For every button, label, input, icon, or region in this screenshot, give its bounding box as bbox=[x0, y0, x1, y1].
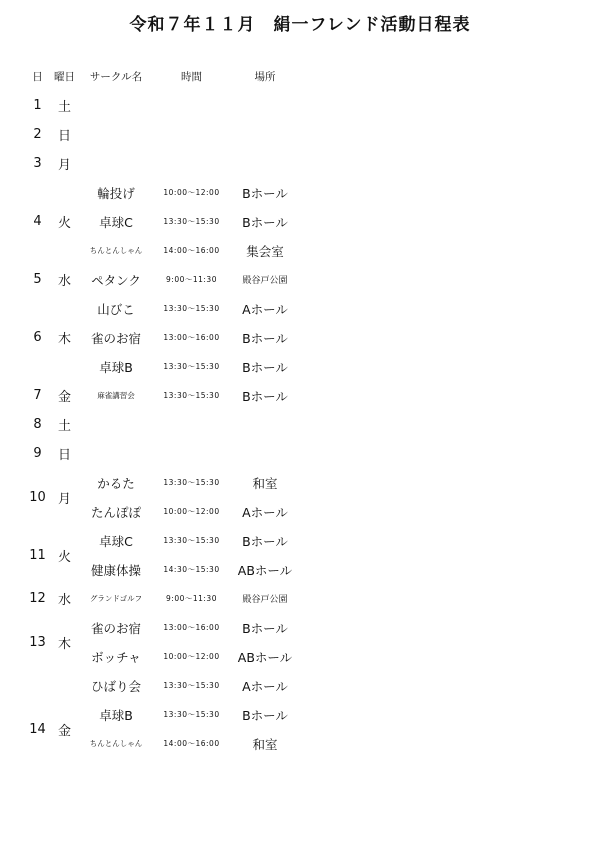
left-entry-time: 13:30～15:30 bbox=[163, 536, 220, 545]
left-entry-name: 卓球B bbox=[99, 707, 133, 723]
left-entry-place: 殿谷戸公園 bbox=[242, 276, 288, 286]
left-day-weekday: 日 bbox=[57, 448, 71, 463]
left-entry-name: 輪投げ bbox=[97, 185, 135, 201]
left-entry-name: 健康体操 bbox=[90, 562, 141, 578]
left-day-number: 12 bbox=[29, 591, 46, 606]
left-day-weekday: 金 bbox=[57, 390, 71, 405]
left-day-weekday: 土 bbox=[57, 100, 71, 115]
left-entry-time: 13:30～15:30 bbox=[163, 362, 220, 371]
left-day-number: 7 bbox=[33, 388, 42, 403]
left-entry-name: ちんとんしゃん bbox=[89, 246, 143, 255]
left-entry-place: Bホール bbox=[242, 185, 288, 201]
left-entry-place: 和室 bbox=[252, 736, 278, 752]
left-header-day: 日 bbox=[32, 71, 43, 83]
left-entry-name: 卓球C bbox=[99, 533, 133, 549]
left-entry-place: ABホール bbox=[237, 649, 293, 665]
left-entry-time: 13:30～15:30 bbox=[163, 217, 220, 226]
left-entry-time: 13:30～15:30 bbox=[163, 304, 220, 313]
left-entry-name: ちんとんしゃん bbox=[89, 739, 143, 748]
left-day-weekday: 土 bbox=[57, 419, 71, 434]
left-entry-time: 10:00～12:00 bbox=[163, 188, 220, 197]
left-entry-time: 10:00～12:00 bbox=[163, 652, 220, 661]
left-entry-time: 9:00～11:30 bbox=[166, 594, 217, 603]
left-entry-name: ペタンク bbox=[91, 272, 141, 288]
left-entry-place: Aホール bbox=[242, 504, 288, 520]
left-entry-name: かるた bbox=[97, 475, 135, 491]
left-day-number: 3 bbox=[33, 156, 42, 171]
left-day-weekday: 月 bbox=[57, 491, 71, 507]
left-entry-name: ボッチャ bbox=[91, 649, 141, 665]
left-entry-name: たんぽぽ bbox=[90, 504, 141, 520]
left-entry-time: 13:30～15:30 bbox=[163, 710, 220, 719]
left-entry-name: 雀のお宿 bbox=[90, 620, 141, 636]
left-day-weekday: 火 bbox=[57, 549, 71, 565]
left-entry-time: 14:30～15:30 bbox=[163, 565, 220, 574]
left-entry-time: 13:30～15:30 bbox=[163, 681, 220, 690]
left-entry-place: Bホール bbox=[242, 707, 288, 723]
left-entry-place: 集会室 bbox=[246, 243, 284, 259]
left-day-weekday: 日 bbox=[57, 129, 71, 144]
left-entry-place: Bホール bbox=[242, 214, 288, 230]
left-entry-time: 13:00～16:00 bbox=[163, 623, 220, 632]
left-day-number: 11 bbox=[29, 547, 46, 563]
left-day-number: 9 bbox=[33, 446, 42, 461]
left-entry-time: 9:00～11:30 bbox=[166, 275, 217, 284]
left-day-weekday: 木 bbox=[57, 332, 71, 347]
page-title: 令和７年１１月 絹一フレンド活動日程表 bbox=[129, 15, 471, 35]
left-entry-time: 14:00～16:00 bbox=[163, 739, 220, 748]
left-day-weekday: 月 bbox=[57, 158, 71, 173]
left-day-number: 10 bbox=[29, 489, 46, 505]
left-entry-place: Aホール bbox=[242, 301, 288, 317]
left-day-number: 6 bbox=[33, 330, 42, 345]
left-day-number: 13 bbox=[29, 634, 46, 650]
left-day-weekday: 木 bbox=[57, 636, 71, 652]
left-entry-time: 13:30～15:30 bbox=[163, 391, 220, 400]
left-entry-name: 卓球C bbox=[99, 214, 133, 230]
left-day-weekday: 水 bbox=[57, 593, 71, 608]
left-day-weekday: 水 bbox=[57, 274, 71, 289]
left-entry-place: Aホール bbox=[242, 678, 288, 694]
left-day-number: 4 bbox=[33, 214, 42, 229]
left-day-weekday: 金 bbox=[57, 723, 71, 739]
left-entry-name: 麻雀講習会 bbox=[97, 391, 135, 400]
left-entry-name: グランドゴルフ bbox=[89, 594, 143, 603]
left-day-weekday: 火 bbox=[57, 216, 71, 231]
left-day-number: 8 bbox=[33, 417, 42, 432]
left-header-weekday: 曜日 bbox=[54, 71, 75, 83]
left-entry-name: 卓球B bbox=[99, 359, 133, 375]
left-day-number: 1 bbox=[33, 98, 42, 113]
left-entry-place: ABホール bbox=[237, 562, 293, 578]
left-entry-time: 13:00～16:00 bbox=[163, 333, 220, 342]
left-entry-place: 殿谷戸公園 bbox=[242, 595, 288, 605]
left-entry-time: 10:00～12:00 bbox=[163, 507, 220, 516]
left-entry-place: Bホール bbox=[242, 330, 288, 346]
left-entry-place: Bホール bbox=[242, 388, 288, 404]
left-entry-place: Bホール bbox=[242, 359, 288, 375]
left-entry-time: 14:00～16:00 bbox=[163, 246, 220, 255]
left-entry-place: 和室 bbox=[252, 475, 278, 491]
left-header-circle: サークル名 bbox=[89, 71, 143, 83]
left-header-place: 場所 bbox=[254, 71, 276, 83]
left-entry-place: Bホール bbox=[242, 620, 288, 636]
left-day-number: 14 bbox=[29, 721, 46, 737]
left-entry-name: 山びこ bbox=[97, 301, 135, 317]
left-header-time: 時間 bbox=[181, 71, 202, 83]
left-day-number: 2 bbox=[33, 127, 42, 142]
left-entry-time: 13:30～15:30 bbox=[163, 478, 220, 487]
left-entry-name: ひばり会 bbox=[90, 678, 141, 694]
left-entry-place: Bホール bbox=[242, 533, 288, 549]
left-entry-name: 雀のお宿 bbox=[90, 330, 141, 346]
left-day-number: 5 bbox=[33, 272, 42, 287]
